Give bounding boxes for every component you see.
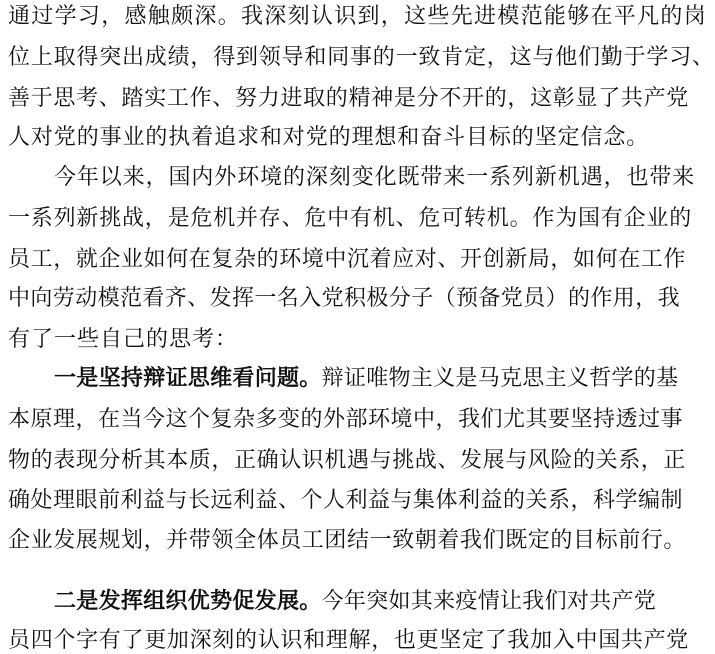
heading-line-text: 今年突如其来疫情让我们对共产党 xyxy=(321,589,657,614)
text-line: 员四个字有了更加深刻的认识和理解，也更坚定了我加入中国共产党 xyxy=(8,628,690,653)
paragraph-start-line: 今年以来，国内外环境的深刻变化既带来一系列新机遇，也带来 xyxy=(54,165,696,190)
text-line: 人对党的事业的执着追求和对党的理想和奋斗目标的坚定信念。 xyxy=(8,125,650,150)
text-line: 通过学习，感触颇深。我深刻认识到，这些先进模范能够在平凡的岗 xyxy=(8,4,708,29)
text-line: 企业发展规划，并带领全体员工团结一致朝着我们既定的目标前行。 xyxy=(8,528,687,553)
heading-line-text: 辩证唯物主义是马克思主义哲学的基 xyxy=(321,366,679,391)
section-heading-first: 一是坚持辩证思维看问题。 xyxy=(54,366,322,391)
section-heading-second: 二是发挥组织优势促发展。 xyxy=(54,589,322,614)
text-line: 位上取得突出成绩，得到领导和同事的一致肯定，这与他们勤于学习、 xyxy=(8,45,715,70)
text-line: 员工，就企业如何在复杂的环境中沉着应对、开创新局，如何在工作 xyxy=(8,247,687,272)
heading-line-second xyxy=(54,589,656,615)
text-line: 物的表现分析其本质，正确认识机遇与挑战、发展与风险的关系，正 xyxy=(8,448,687,473)
text-line: 有了一些自己的思考： xyxy=(8,327,239,352)
text-line: 本原理，在当今这个复杂多变的外部环境中，我们尤其要坚持透过事 xyxy=(8,407,684,432)
text-line: 一系列新挑战，是危机并存、危中有机、危可转机。作为国有企业的 xyxy=(8,206,693,231)
heading-line-first xyxy=(54,366,678,392)
text-line: 善于思考、踏实工作、努力进取的精神是分不开的，这彰显了共产党 xyxy=(8,86,690,111)
text-line: 中向劳动模范看齐、发挥一名入党积极分子（预备党员）的作用，我 xyxy=(8,286,681,311)
text-line: 确处理眼前利益与长远利益、个人利益与集体利益的关系，科学编制 xyxy=(8,488,684,513)
